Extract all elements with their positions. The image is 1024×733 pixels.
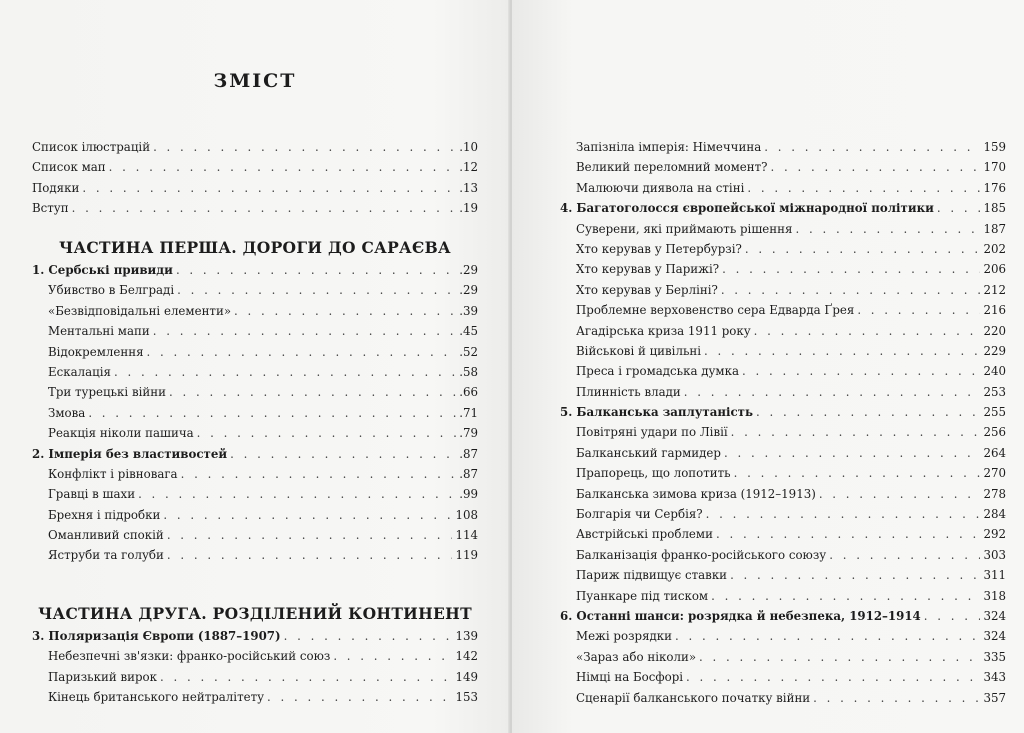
entry-page-number: .58 (459, 364, 478, 379)
dot-leader (819, 484, 981, 504)
dot-leader (333, 646, 452, 666)
toc-entry (32, 280, 478, 300)
entry-title: Список ілюстрацій (32, 140, 151, 154)
entry-page-number: .12 (459, 160, 478, 175)
dot-leader (153, 321, 457, 341)
entry-page-number: 212 (983, 282, 1006, 297)
toc-entry (32, 137, 478, 157)
entry-page-number: .79 (459, 426, 478, 441)
entry-page-number: .52 (459, 344, 478, 359)
toc-entry (560, 463, 1006, 483)
toc-entry (32, 484, 478, 504)
entry-page-number: 318 (983, 588, 1006, 603)
right-page-list (560, 137, 1006, 708)
dot-leader (177, 280, 456, 300)
dot-leader (88, 403, 456, 423)
toc-title: ЗМІСТ (213, 70, 297, 92)
dot-leader (704, 341, 980, 361)
toc-entry (560, 341, 1006, 361)
toc-chapter-entry (560, 198, 1006, 218)
dot-leader (764, 137, 980, 157)
entry-page-number: .19 (459, 201, 478, 216)
dot-leader (267, 687, 452, 707)
entry-page-number: .13 (459, 180, 478, 195)
entry-page-number: 159 (983, 140, 1006, 154)
toc-entry (32, 362, 478, 382)
dot-leader (284, 626, 453, 646)
toc-entry (560, 565, 1006, 585)
entry-title: Яструби та голуби (48, 548, 164, 563)
entry-title: «Зараз або ніколи» (576, 649, 697, 664)
toc-entry (560, 321, 1006, 341)
entry-page-number: 324 (983, 608, 1006, 623)
dot-leader (924, 606, 981, 626)
toc-entry (560, 137, 1006, 157)
toc-entry (560, 626, 1006, 646)
entry-page-number: 153 (455, 690, 478, 705)
entry-page-number: 284 (983, 507, 1006, 522)
entry-page-number: .71 (459, 405, 478, 420)
entry-title: Преса і громадська думка (576, 364, 740, 379)
dot-leader (138, 484, 456, 504)
toc-entry (32, 423, 478, 443)
entry-page-number: 187 (983, 221, 1006, 236)
entry-title: Проблемне верховенство сера Едварда Ґрея (576, 303, 855, 318)
entry-title: Реакція ніколи пашича (48, 426, 194, 441)
toc-entry (32, 178, 478, 198)
entry-title: Австрійські проблеми (576, 527, 713, 542)
entry-title: Прапорець, що лопотить (576, 466, 731, 481)
dot-leader (711, 586, 980, 606)
dot-leader (114, 362, 456, 382)
entry-title: Париж підвищує ставки (576, 568, 728, 583)
dot-leader (745, 239, 981, 259)
part-one-heading: ЧАСТИНА ПЕРША. ДОРОГИ ДО САРАЄВА (59, 238, 451, 257)
dot-leader (829, 545, 980, 565)
dot-leader (742, 361, 980, 381)
entry-title: Подяки (32, 180, 80, 195)
toc-entry (32, 646, 478, 666)
entry-page-number: 206 (983, 262, 1006, 277)
entry-page-number: 311 (983, 568, 1006, 583)
entry-page-number: 176 (983, 180, 1006, 195)
entry-title: Суверени, які приймають рішення (576, 221, 793, 236)
entry-title: Брехня і підробки (48, 507, 161, 522)
entry-title: Балканський гармидер (576, 445, 721, 460)
entry-title: Малюючи диявола на стіні (576, 180, 745, 195)
entry-title: Німці на Босфорі (576, 670, 684, 685)
toc-entry (560, 504, 1006, 524)
entry-page-number: 170 (983, 160, 1006, 175)
entry-page-number: .10 (459, 140, 478, 154)
dot-leader (181, 464, 457, 484)
entry-title: Оманливий спокій (48, 528, 164, 543)
entry-page-number: 357 (983, 690, 1006, 705)
entry-page-number: 142 (455, 649, 478, 664)
entry-page-number: .39 (459, 303, 478, 318)
entry-title: Ескалація (48, 364, 111, 379)
entry-title: 2. Імперія без властивостей (32, 446, 228, 461)
entry-page-number: 216 (983, 303, 1006, 318)
entry-title: Межі розрядки (576, 629, 673, 644)
entry-page-number: .87 (459, 446, 478, 461)
toc-entry (560, 157, 1006, 177)
entry-title: «Безвідповідальні елементи» (48, 303, 232, 318)
dot-leader (686, 667, 980, 687)
toc-chapter-entry (32, 626, 478, 646)
toc-entry (32, 382, 478, 402)
toc-entry (560, 545, 1006, 565)
dot-leader (230, 444, 456, 464)
entry-page-number: 119 (455, 548, 478, 563)
toc-entry (560, 280, 1006, 300)
toc-entry (560, 361, 1006, 381)
dot-leader (153, 137, 456, 157)
dot-leader (234, 301, 456, 321)
entry-title: Кінець британського нейтралітету (48, 690, 265, 705)
dot-leader (675, 626, 980, 646)
toc-entry (560, 667, 1006, 687)
dot-leader (706, 504, 981, 524)
entry-title: Небезпечні зв'язки: франко-російський союз (48, 649, 331, 664)
entry-title: Убивство в Белграді (48, 283, 175, 298)
part-two-list (32, 626, 478, 708)
entry-title: Список мап (32, 160, 106, 175)
entry-title: 4. Багатоголосся європейської міжнародної політики (560, 201, 934, 216)
entry-page-number: 303 (983, 547, 1006, 562)
entry-title: Хто керував у Берліні? (576, 282, 718, 297)
entry-title: Три турецькі війни (48, 385, 166, 400)
toc-chapter-entry (560, 402, 1006, 422)
toc-entry (32, 403, 478, 423)
entry-title: Гравці в шахи (48, 487, 136, 502)
toc-entry (32, 505, 478, 525)
dot-leader (167, 525, 453, 545)
toc-entry (32, 321, 478, 341)
entry-title: 1. Сербські привиди (32, 263, 173, 277)
toc-entry (560, 647, 1006, 667)
entry-title: Конфлікт і рівновага (48, 466, 178, 481)
dot-leader (756, 402, 981, 422)
toc-entry (32, 198, 478, 218)
toc-entry (560, 586, 1006, 606)
entry-title: Повітряні удари по Лівії (576, 425, 728, 440)
dot-leader (724, 443, 981, 463)
front-matter-list (32, 137, 478, 219)
entry-page-number: 229 (983, 343, 1006, 358)
part-two-heading: ЧАСТИНА ДРУГА. РОЗДІЛЕНИЙ КОНТИНЕНТ (38, 604, 472, 623)
entry-title: Балканська зимова криза (1912–1913) (576, 486, 816, 501)
entry-title: 3. Поляризація Європи (1887–1907) (32, 629, 281, 643)
toc-entry (560, 524, 1006, 544)
dot-leader (721, 280, 981, 300)
entry-page-number: 114 (455, 528, 478, 543)
entry-page-number: 202 (983, 241, 1006, 256)
toc-entry (560, 239, 1006, 259)
entry-title: Ментальні мапи (48, 324, 150, 339)
entry-page-number: 240 (983, 364, 1006, 379)
entry-page-number: 253 (983, 384, 1006, 399)
entry-page-number: 292 (983, 527, 1006, 542)
left-page (0, 0, 510, 733)
entry-page-number: 278 (983, 486, 1006, 501)
entry-page-number: .99 (459, 487, 478, 502)
entry-title: Хто керував у Парижі? (576, 262, 720, 277)
toc-entry (32, 342, 478, 362)
dot-leader (699, 647, 980, 667)
entry-page-number: .66 (459, 385, 478, 400)
toc-entry (560, 688, 1006, 708)
toc-entry (560, 178, 1006, 198)
right-page (512, 0, 1024, 733)
dot-leader (857, 300, 980, 320)
dot-leader (813, 688, 980, 708)
toc-chapter-entry (32, 260, 478, 280)
entry-page-number: 185 (983, 201, 1006, 216)
entry-title: 6. Останні шанси: розрядка й небезпека, 1912–1914 (560, 608, 921, 623)
entry-title: Хто керував у Петербурзі? (576, 241, 742, 256)
entry-title: Запізніла імперія: Німеччина (576, 140, 762, 154)
toc-chapter-entry (560, 606, 1006, 626)
entry-title: Балканізація франко-російського союзу (576, 547, 827, 562)
dot-leader (82, 178, 456, 198)
dot-leader (731, 422, 981, 442)
toc-entry (560, 219, 1006, 239)
dot-leader (176, 260, 456, 280)
entry-title: Болгарія чи Сербія? (576, 507, 703, 522)
dot-leader (747, 178, 980, 198)
toc-entry (32, 545, 478, 565)
dot-leader (722, 259, 980, 279)
toc-entry (560, 443, 1006, 463)
entry-page-number: 343 (983, 670, 1006, 685)
entry-title: Змова (48, 405, 86, 420)
entry-page-number: .29 (459, 263, 478, 277)
entry-title: 5. Балканська заплутаність (560, 405, 753, 420)
entry-page-number: 139 (455, 629, 478, 643)
entry-page-number: 149 (455, 669, 478, 684)
dot-leader (771, 157, 981, 177)
toc-entry (560, 382, 1006, 402)
dot-leader (169, 382, 456, 402)
entry-title: Агадірська криза 1911 року (576, 323, 751, 338)
dot-leader (147, 342, 457, 362)
entry-page-number: 264 (983, 445, 1006, 460)
entry-title: Сценарії балканського початку війни (576, 690, 811, 705)
entry-title: Пуанкаре під тиском (576, 588, 709, 603)
dot-leader (109, 157, 457, 177)
toc-entry (32, 687, 478, 707)
entry-title: Військові й цивільні (576, 343, 702, 358)
entry-title: Відокремлення (48, 344, 144, 359)
dot-leader (754, 321, 981, 341)
dot-leader (163, 505, 452, 525)
entry-page-number: 220 (983, 323, 1006, 338)
toc-entry (32, 464, 478, 484)
dot-leader (795, 219, 980, 239)
toc-entry (560, 259, 1006, 279)
entry-page-number: 270 (983, 466, 1006, 481)
toc-entry (560, 484, 1006, 504)
toc-chapter-entry (32, 444, 478, 464)
dot-leader (72, 198, 457, 218)
toc-entry (32, 525, 478, 545)
dot-leader (684, 382, 981, 402)
toc-entry (32, 301, 478, 321)
dot-leader (197, 423, 457, 443)
dot-leader (716, 524, 981, 544)
dot-leader (730, 565, 980, 585)
entry-page-number: 108 (455, 507, 478, 522)
entry-title: Вступ (32, 201, 69, 216)
entry-page-number: 324 (983, 629, 1006, 644)
dot-leader (160, 667, 452, 687)
dot-leader (937, 198, 981, 218)
entry-title: Плинність влади (576, 384, 681, 399)
entry-title: Великий переломний момент? (576, 160, 768, 175)
toc-entry (32, 157, 478, 177)
dot-leader (734, 463, 981, 483)
entry-page-number: .29 (459, 283, 478, 298)
toc-entry (32, 667, 478, 687)
entry-page-number: 335 (983, 649, 1006, 664)
part-one-list (32, 260, 478, 566)
dot-leader (167, 545, 453, 565)
entry-page-number: .87 (459, 466, 478, 481)
entry-title: Паризький вирок (48, 669, 157, 684)
entry-page-number: 255 (983, 405, 1006, 420)
toc-entry (560, 300, 1006, 320)
entry-page-number: 256 (983, 425, 1006, 440)
toc-entry (560, 422, 1006, 442)
entry-page-number: .45 (459, 324, 478, 339)
